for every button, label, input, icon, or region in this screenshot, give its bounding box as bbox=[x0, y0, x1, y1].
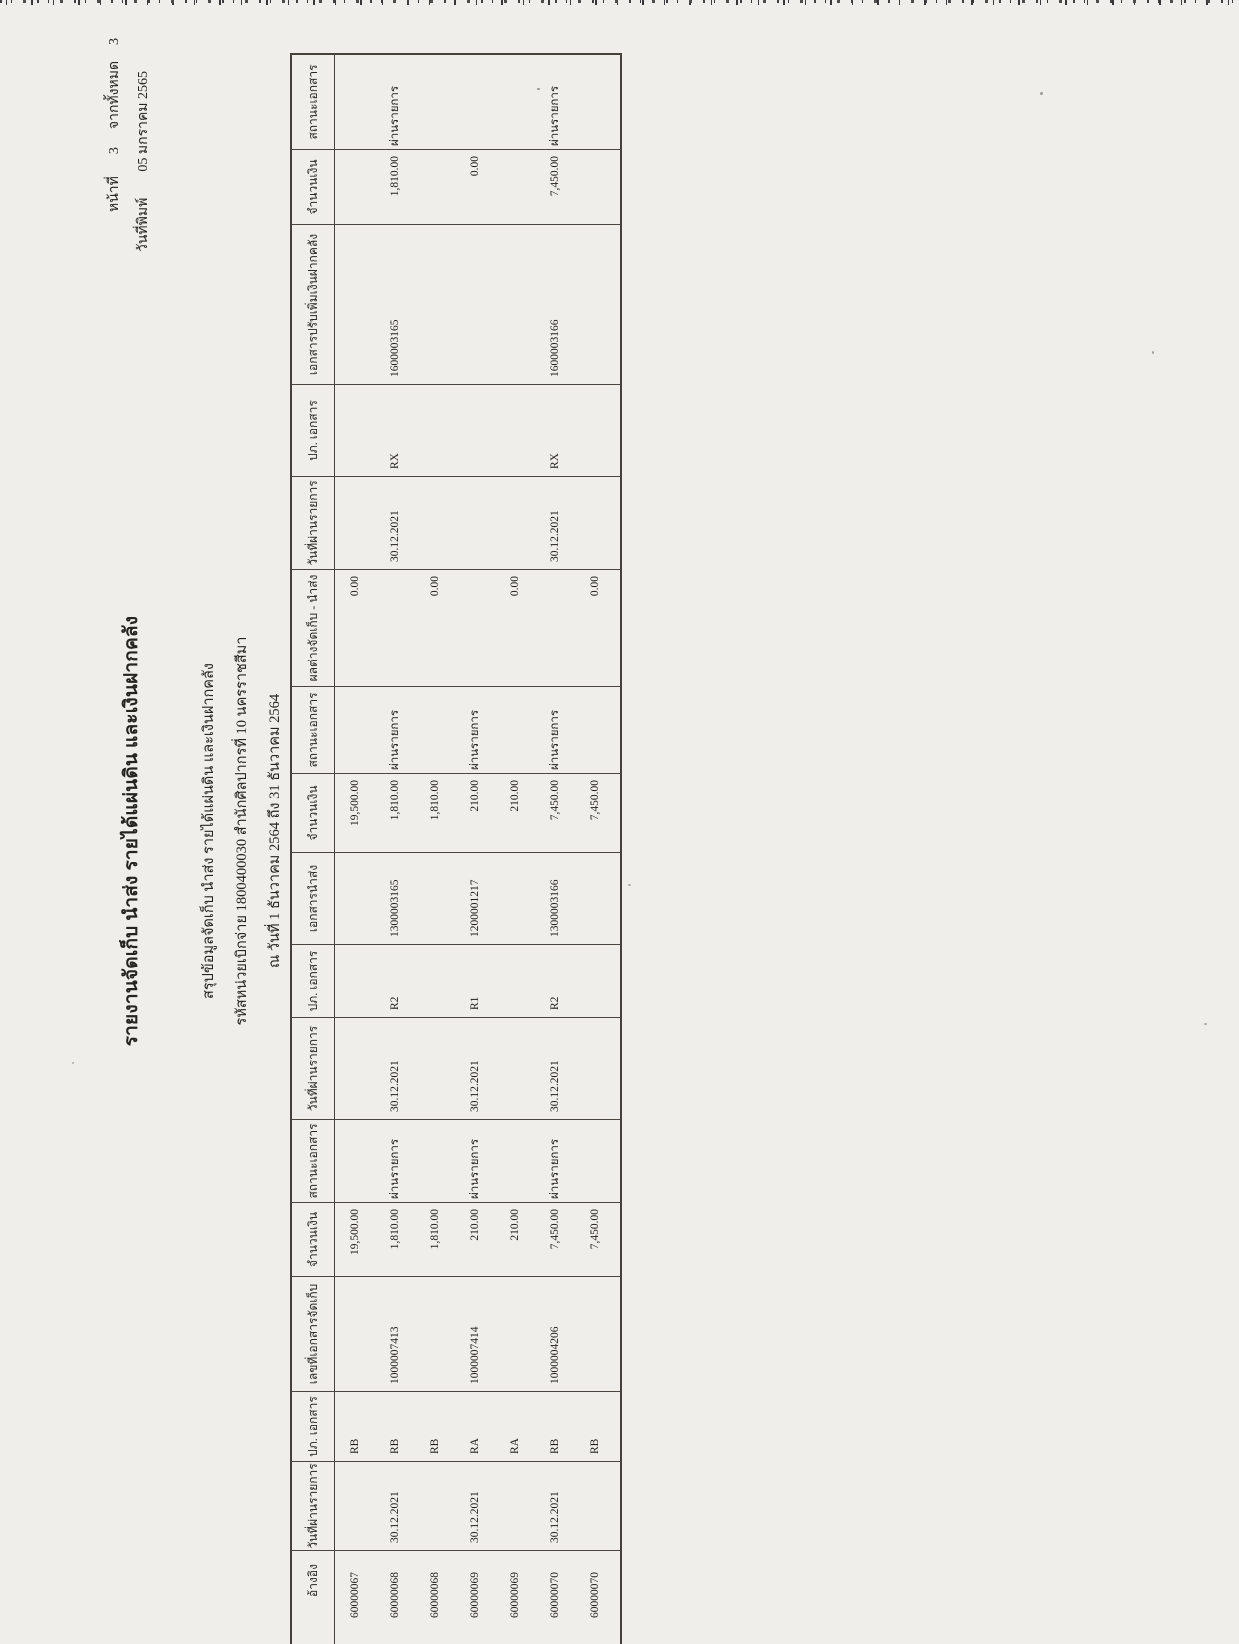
table-cell-doc_type_collect-row7: RB bbox=[589, 1438, 601, 1454]
table-cell-remit_doc_no-row7 bbox=[575, 853, 615, 944]
table-cell-post_date_deposit-row7 bbox=[575, 477, 615, 569]
table-cell-amount_deposit-row2: 1,810.00 bbox=[389, 156, 401, 197]
table-cell-status_deposit-row5 bbox=[495, 55, 535, 149]
table-cell-status_remit-row3 bbox=[415, 687, 455, 773]
table-cell-deposit_doc_no-row4 bbox=[455, 225, 495, 384]
column-header-doc_type_collect: ปภ. เอกสาร bbox=[292, 1392, 335, 1461]
column-header-post_date_deposit: วันที่ผ่านรายการ bbox=[292, 477, 335, 569]
table-cell-collect_doc_no-row3 bbox=[415, 1277, 455, 1391]
table-column-deposit_doc_no bbox=[292, 225, 620, 385]
table-cell-status_deposit-row4 bbox=[455, 55, 495, 149]
table-cell-amount_remit-row6: 7,450.00 bbox=[549, 780, 561, 821]
table-column-status_deposit bbox=[292, 55, 620, 150]
table-cell-ref-row4: 60000069 bbox=[469, 1572, 481, 1618]
table-cell-diff-row3: 0.00 bbox=[429, 576, 441, 597]
table-cell-doc_type_remit-row5 bbox=[495, 945, 535, 1017]
table-column-ref bbox=[292, 1551, 620, 1644]
table-cell-status_collect-row2: ผ่านรายการ bbox=[389, 1138, 401, 1199]
table-column-amount_deposit bbox=[292, 150, 620, 225]
table-cell-doc_type_deposit-row4 bbox=[455, 385, 495, 476]
table-cell-ref-row6: 60000070 bbox=[549, 1572, 561, 1618]
table-cell-doc_type_deposit-row2: RX bbox=[389, 453, 401, 469]
table-column-amount_collect bbox=[292, 1203, 620, 1277]
table-cell-doc_type_remit-row2: R2 bbox=[389, 996, 401, 1010]
table-cell-collect_doc_no-row4: 1000007414 bbox=[469, 1326, 481, 1384]
table-cell-deposit_doc_no-row5 bbox=[495, 225, 535, 384]
table-cell-amount_deposit-row5 bbox=[495, 150, 535, 224]
report-unit-line: รหัสหน่วยเบิกจ่าย 1800400030 สำนักศิลปากรที่ 10 นครราชสีมา bbox=[234, 636, 250, 1026]
column-header-status_remit: สถานะเอกสาร bbox=[292, 687, 335, 773]
print-date-label: วันที่พิมพ์ bbox=[136, 197, 151, 252]
column-header-status_deposit: สถานะเอกสาร bbox=[292, 55, 335, 149]
table-cell-amount_remit-row4: 210.00 bbox=[469, 780, 481, 812]
table-cell-status_deposit-row3 bbox=[415, 55, 455, 149]
table-cell-amount_deposit-row7 bbox=[575, 150, 615, 224]
table-cell-remit_doc_no-row5 bbox=[495, 853, 535, 944]
table-cell-remit_doc_no-row1 bbox=[335, 853, 375, 944]
table-cell-doc_type_collect-row1: RB bbox=[349, 1438, 361, 1454]
table-cell-remit_doc_no-row2: 1300003165 bbox=[389, 879, 401, 937]
column-header-post_date_collect: วันที่ผ่านรายการ bbox=[292, 1462, 335, 1550]
table-cell-ref-row7: 60000070 bbox=[589, 1572, 601, 1618]
table-cell-remit_doc_no-row6: 1300003166 bbox=[549, 879, 561, 937]
table-cell-status_remit-row7 bbox=[575, 687, 615, 773]
table-cell-post_date_collect-row2: 30.12.2021 bbox=[389, 1491, 401, 1543]
table-cell-deposit_doc_no-row6: 1600003166 bbox=[549, 319, 561, 377]
table-cell-doc_type_remit-row3 bbox=[415, 945, 455, 1017]
column-header-status_collect: สถานะเอกสาร bbox=[292, 1120, 335, 1202]
table-cell-status_deposit-row7 bbox=[575, 55, 615, 149]
table-cell-diff-row4 bbox=[455, 570, 495, 686]
table-cell-post_date_collect-row4: 30.12.2021 bbox=[469, 1491, 481, 1543]
table-column-amount_remit bbox=[292, 774, 620, 853]
table-column-doc_type_remit bbox=[292, 945, 620, 1018]
table-cell-post_date_deposit-row5 bbox=[495, 477, 535, 569]
table-cell-post_date_collect-row6: 30.12.2021 bbox=[549, 1491, 561, 1543]
table-cell-collect_doc_no-row1 bbox=[335, 1277, 375, 1391]
table-column-doc_type_deposit bbox=[292, 385, 620, 477]
table-cell-doc_type_collect-row4: RA bbox=[469, 1438, 481, 1454]
table-cell-collect_doc_no-row2: 1000007413 bbox=[389, 1326, 401, 1384]
table-cell-doc_type_collect-row5: RA bbox=[509, 1438, 521, 1454]
table-cell-post_date_collect-row1 bbox=[335, 1462, 375, 1550]
table-cell-status_collect-row1 bbox=[335, 1120, 375, 1202]
column-header-doc_type_deposit: ปภ. เอกสาร bbox=[292, 385, 335, 476]
table-cell-status_deposit-row1 bbox=[335, 55, 375, 149]
table-cell-amount_collect-row3: 1,810.00 bbox=[429, 1209, 441, 1250]
table-cell-post_date_remit-row2: 30.12.2021 bbox=[389, 1060, 401, 1112]
table-cell-doc_type_deposit-row3 bbox=[415, 385, 455, 476]
table-cell-diff-row7: 0.00 bbox=[589, 576, 601, 597]
report-table bbox=[290, 53, 622, 1644]
page-label: หน้าที่ bbox=[107, 176, 122, 212]
table-cell-amount_remit-row7: 7,450.00 bbox=[589, 780, 601, 821]
table-column-status_collect bbox=[292, 1120, 620, 1203]
table-cell-post_date_remit-row1 bbox=[335, 1018, 375, 1119]
table-cell-status_collect-row3 bbox=[415, 1120, 455, 1202]
table-column-collect_doc_no bbox=[292, 1277, 620, 1392]
table-cell-amount_collect-row1: 19,500.00 bbox=[349, 1209, 361, 1255]
table-cell-status_collect-row5 bbox=[495, 1120, 535, 1202]
table-column-remit_doc_no bbox=[292, 853, 620, 945]
table-cell-deposit_doc_no-row3 bbox=[415, 225, 455, 384]
table-cell-ref-row3: 60000068 bbox=[429, 1572, 441, 1618]
table-cell-status_deposit-row6: ผ่านรายการ bbox=[549, 85, 561, 146]
table-cell-post_date_deposit-row6: 30.12.2021 bbox=[549, 510, 561, 562]
table-cell-status_remit-row1 bbox=[335, 687, 375, 773]
table-cell-post_date_remit-row6: 30.12.2021 bbox=[549, 1060, 561, 1112]
table-cell-amount_collect-row6: 7,450.00 bbox=[549, 1209, 561, 1250]
table-cell-status_deposit-row2: ผ่านรายการ bbox=[389, 85, 401, 146]
table-cell-post_date_deposit-row3 bbox=[415, 477, 455, 569]
table-cell-diff-row5: 0.00 bbox=[509, 576, 521, 597]
report-period-line: ณ วันที่ 1 ธันวาคม 2564 ถึง 31 ธันวาคม 2564 bbox=[267, 693, 283, 969]
page-total: 3 bbox=[107, 37, 122, 45]
table-column-doc_type_collect bbox=[292, 1392, 620, 1462]
table-column-post_date_collect bbox=[292, 1462, 620, 1551]
table-cell-status_collect-row6: ผ่านรายการ bbox=[549, 1138, 561, 1199]
table-cell-remit_doc_no-row4: 1200001217 bbox=[469, 879, 481, 937]
table-cell-amount_deposit-row3 bbox=[415, 150, 455, 224]
table-cell-post_date_deposit-row4 bbox=[455, 477, 495, 569]
table-cell-post_date_deposit-row1 bbox=[335, 477, 375, 569]
table-cell-doc_type_deposit-row5 bbox=[495, 385, 535, 476]
table-cell-amount_remit-row2: 1,810.00 bbox=[389, 780, 401, 821]
table-cell-doc_type_collect-row2: RB bbox=[389, 1438, 401, 1454]
table-cell-status_remit-row5 bbox=[495, 687, 535, 773]
table-cell-post_date_deposit-row2: 30.12.2021 bbox=[389, 510, 401, 562]
table-cell-amount_collect-row7: 7,450.00 bbox=[589, 1209, 601, 1250]
table-cell-deposit_doc_no-row7 bbox=[575, 225, 615, 384]
table-cell-post_date_remit-row3 bbox=[415, 1018, 455, 1119]
page-of-label: จากทั้งหมด bbox=[107, 60, 122, 130]
table-cell-ref-row2: 60000068 bbox=[389, 1572, 401, 1618]
table-cell-amount_remit-row5: 210.00 bbox=[509, 780, 521, 812]
table-cell-diff-row1: 0.00 bbox=[349, 576, 361, 597]
column-header-doc_type_remit: ปภ. เอกสาร bbox=[292, 945, 335, 1017]
table-cell-post_date_remit-row4: 30.12.2021 bbox=[469, 1060, 481, 1112]
table-cell-amount_collect-row5: 210.00 bbox=[509, 1209, 521, 1241]
column-header-deposit_doc_no: เอกสารปรับเพิ่มเงินฝากคลัง bbox=[292, 225, 335, 384]
table-cell-doc_type_remit-row1 bbox=[335, 945, 375, 1017]
table-cell-ref-row1: 60000067 bbox=[349, 1572, 361, 1618]
table-cell-amount_deposit-row4: 0.00 bbox=[469, 156, 481, 177]
report-subtitle: สรุปข้อมูลจัดเก็บ นำส่ง รายได้แผ่นดิน และเงินฝากคลัง bbox=[201, 663, 217, 999]
print-date-value: 05 มกราคม 2565 bbox=[136, 70, 151, 172]
table-cell-amount_collect-row2: 1,810.00 bbox=[389, 1209, 401, 1250]
table-cell-doc_type_remit-row7 bbox=[575, 945, 615, 1017]
table-cell-post_date_collect-row3 bbox=[415, 1462, 455, 1550]
table-cell-doc_type_remit-row4: R1 bbox=[469, 996, 481, 1010]
table-cell-status_remit-row6: ผ่านรายการ bbox=[549, 709, 561, 770]
report-title: รายงานจัดเก็บ นำส่ง รายได้แผ่นดิน และเงินฝากคลัง bbox=[121, 615, 142, 1047]
table-cell-collect_doc_no-row7 bbox=[575, 1277, 615, 1391]
table-cell-amount_remit-row1: 19,500.00 bbox=[349, 780, 361, 826]
table-cell-collect_doc_no-row5 bbox=[495, 1277, 535, 1391]
column-header-collect_doc_no: เลขที่เอกสารจัดเก็บ bbox=[292, 1277, 335, 1391]
table-column-status_remit bbox=[292, 687, 620, 774]
table-cell-status_remit-row2: ผ่านรายการ bbox=[389, 709, 401, 770]
table-cell-status_collect-row4: ผ่านรายการ bbox=[469, 1138, 481, 1199]
table-cell-ref-row5: 60000069 bbox=[509, 1572, 521, 1618]
table-cell-diff-row2 bbox=[375, 570, 415, 686]
page-number: 3 bbox=[107, 147, 122, 155]
table-cell-status_remit-row4: ผ่านรายการ bbox=[469, 709, 481, 770]
table-cell-doc_type_deposit-row7 bbox=[575, 385, 615, 476]
table-column-post_date_deposit bbox=[292, 477, 620, 570]
table-cell-amount_remit-row3: 1,810.00 bbox=[429, 780, 441, 821]
table-column-diff bbox=[292, 570, 620, 687]
table-cell-post_date_collect-row5 bbox=[495, 1462, 535, 1550]
table-cell-doc_type_remit-row6: R2 bbox=[549, 996, 561, 1010]
column-header-amount_deposit: จำนวนเงิน bbox=[292, 150, 335, 224]
table-cell-post_date_collect-row7 bbox=[575, 1462, 615, 1550]
table-cell-post_date_remit-row7 bbox=[575, 1018, 615, 1119]
table-cell-diff-row6 bbox=[535, 570, 575, 686]
column-header-ref: อ้างอิง bbox=[292, 1551, 335, 1644]
column-header-amount_collect: จำนวนเงิน bbox=[292, 1203, 335, 1276]
table-cell-remit_doc_no-row3 bbox=[415, 853, 455, 944]
table-cell-deposit_doc_no-row2: 1600003165 bbox=[389, 319, 401, 377]
table-cell-doc_type_deposit-row1 bbox=[335, 385, 375, 476]
column-header-remit_doc_no: เอกสารนำส่ง bbox=[292, 853, 335, 944]
column-header-amount_remit: จำนวนเงิน bbox=[292, 774, 335, 852]
table-cell-collect_doc_no-row6: 1000004206 bbox=[549, 1326, 561, 1384]
table-cell-doc_type_collect-row6: RB bbox=[549, 1438, 561, 1454]
table-cell-status_collect-row7 bbox=[575, 1120, 615, 1202]
table-cell-amount_deposit-row6: 7,450.00 bbox=[549, 156, 561, 197]
table-cell-amount_deposit-row1 bbox=[335, 150, 375, 224]
table-cell-amount_collect-row4: 210.00 bbox=[469, 1209, 481, 1241]
column-header-post_date_remit: วันที่ผ่านรายการ bbox=[292, 1018, 335, 1119]
table-cell-doc_type_collect-row3: RB bbox=[429, 1438, 441, 1454]
table-cell-post_date_remit-row5 bbox=[495, 1018, 535, 1119]
table-column-post_date_remit bbox=[292, 1018, 620, 1120]
table-cell-doc_type_deposit-row6: RX bbox=[549, 453, 561, 469]
table-cell-deposit_doc_no-row1 bbox=[335, 225, 375, 384]
column-header-diff: ผลต่างจัดเก็บ - นำส่ง bbox=[292, 570, 335, 686]
